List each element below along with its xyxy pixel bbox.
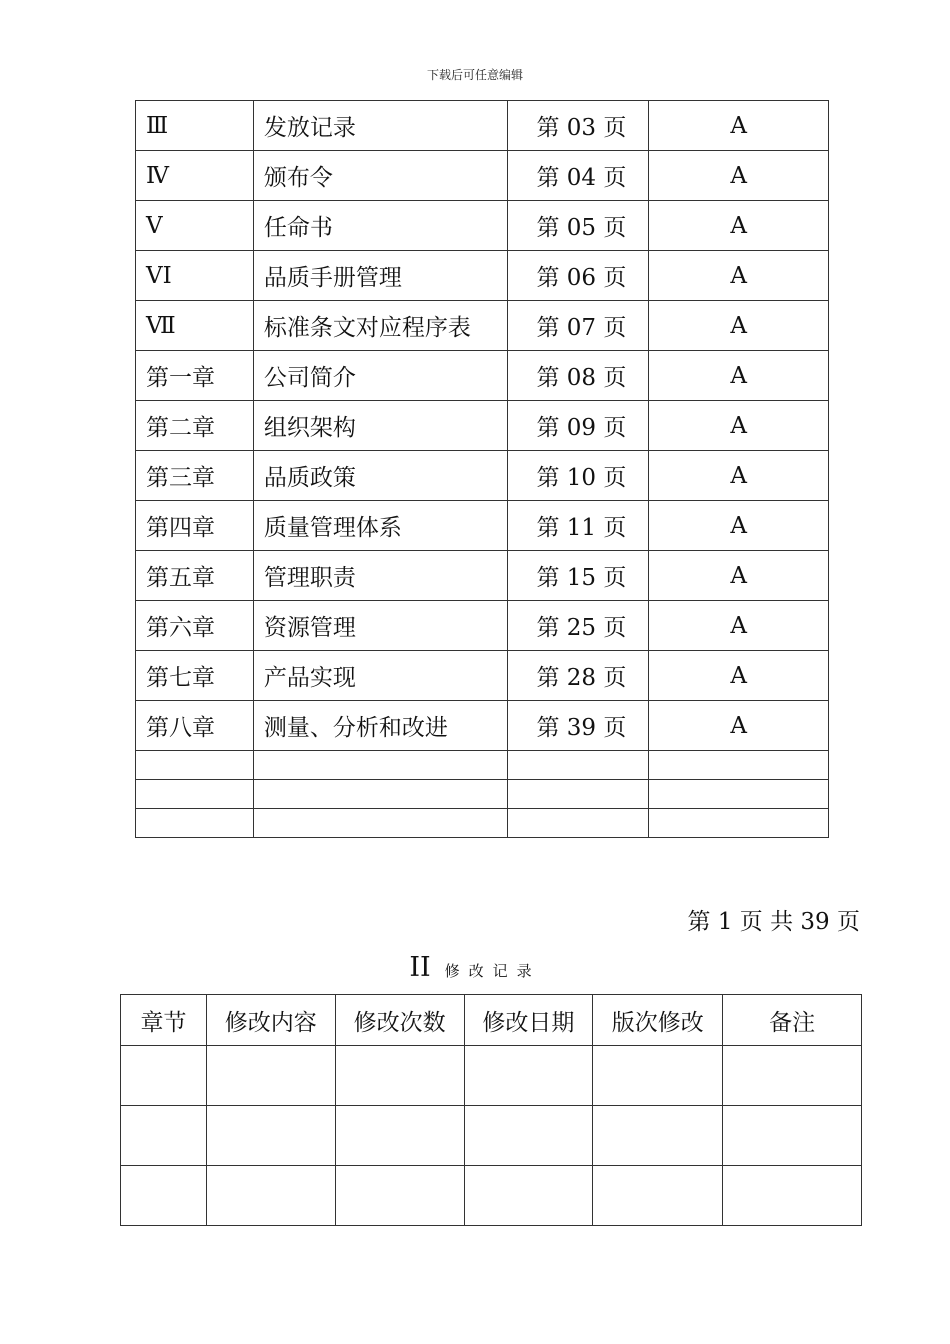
toc-section: 第七章 xyxy=(136,651,254,701)
empty-cell xyxy=(508,780,649,809)
empty-cell xyxy=(335,1046,464,1106)
empty-cell xyxy=(593,1046,723,1106)
toc-section: Ⅴ xyxy=(136,201,254,251)
revision-title xyxy=(0,952,950,983)
table-row xyxy=(136,401,829,451)
toc-page: 第 15 页 xyxy=(508,551,649,601)
toc-version: A xyxy=(649,501,829,551)
empty-cell xyxy=(649,809,829,838)
column-header: 章节 xyxy=(121,995,207,1046)
toc-title: 颁布令 xyxy=(253,151,508,201)
table-row xyxy=(136,301,829,351)
table-row xyxy=(136,251,829,301)
toc-page: 第 39 页 xyxy=(508,701,649,751)
table-row xyxy=(136,451,829,501)
toc-version: A xyxy=(649,351,829,401)
toc-page: 第 25 页 xyxy=(508,601,649,651)
toc-version: A xyxy=(649,101,829,151)
toc-page: 第 09 页 xyxy=(508,401,649,451)
toc-title: 产品实现 xyxy=(253,651,508,701)
toc-version: A xyxy=(649,251,829,301)
empty-cell xyxy=(649,751,829,780)
empty-cell xyxy=(723,1106,862,1166)
toc-section: 第六章 xyxy=(136,601,254,651)
toc-section: 第三章 xyxy=(136,451,254,501)
toc-title: 公司简介 xyxy=(253,351,508,401)
toc-section: Ⅲ xyxy=(136,101,254,151)
toc-title: 资源管理 xyxy=(253,601,508,651)
table-row-empty xyxy=(121,1046,862,1106)
revision-section-number: II xyxy=(409,952,431,983)
empty-cell xyxy=(335,1166,464,1226)
toc-section: Ⅳ xyxy=(136,151,254,201)
column-header: 版次修改 xyxy=(593,995,723,1046)
table-row xyxy=(136,651,829,701)
column-header: 备注 xyxy=(723,995,862,1046)
table-row xyxy=(136,601,829,651)
empty-cell xyxy=(464,1106,593,1166)
toc-version: A xyxy=(649,451,829,501)
empty-cell xyxy=(593,1106,723,1166)
toc-page: 第 04 页 xyxy=(508,151,649,201)
table-row-empty xyxy=(121,1106,862,1166)
table-row-empty xyxy=(136,780,829,809)
toc-page: 第 06 页 xyxy=(508,251,649,301)
empty-cell xyxy=(206,1046,335,1106)
toc-table xyxy=(135,100,829,838)
empty-cell xyxy=(121,1166,207,1226)
table-row-empty xyxy=(136,809,829,838)
toc-version: A xyxy=(649,201,829,251)
toc-page: 第 07 页 xyxy=(508,301,649,351)
toc-version: A xyxy=(649,401,829,451)
empty-cell xyxy=(206,1166,335,1226)
empty-cell xyxy=(136,809,254,838)
page-indicator: 第 1 页 共 39 页 xyxy=(687,909,860,935)
toc-page: 第 10 页 xyxy=(508,451,649,501)
column-header: 修改次数 xyxy=(335,995,464,1046)
toc-page: 第 08 页 xyxy=(508,351,649,401)
toc-title: 发放记录 xyxy=(253,101,508,151)
toc-title: 品质政策 xyxy=(253,451,508,501)
empty-cell xyxy=(508,809,649,838)
empty-cell xyxy=(508,751,649,780)
toc-section: 第四章 xyxy=(136,501,254,551)
table-header-row xyxy=(121,995,862,1046)
toc-page: 第 11 页 xyxy=(508,501,649,551)
empty-cell xyxy=(121,1106,207,1166)
column-header: 修改内容 xyxy=(206,995,335,1046)
table-row xyxy=(136,701,829,751)
empty-cell xyxy=(206,1106,335,1166)
toc-title: 质量管理体系 xyxy=(253,501,508,551)
toc-title: 测量、分析和改进 xyxy=(253,701,508,751)
empty-cell xyxy=(253,780,508,809)
empty-cell xyxy=(136,780,254,809)
toc-version: A xyxy=(649,151,829,201)
empty-cell xyxy=(649,780,829,809)
table-row xyxy=(136,501,829,551)
empty-cell xyxy=(121,1046,207,1106)
toc-section: 第五章 xyxy=(136,551,254,601)
empty-cell xyxy=(253,751,508,780)
toc-section: Ⅶ xyxy=(136,301,254,351)
table-row xyxy=(136,151,829,201)
toc-title: 任命书 xyxy=(253,201,508,251)
empty-cell xyxy=(253,809,508,838)
table-row-empty xyxy=(121,1166,862,1226)
toc-version: A xyxy=(649,301,829,351)
empty-cell xyxy=(593,1166,723,1226)
toc-title: 标准条文对应程序表 xyxy=(253,301,508,351)
table-row xyxy=(136,201,829,251)
toc-version: A xyxy=(649,651,829,701)
table-row xyxy=(136,101,829,151)
empty-cell xyxy=(723,1166,862,1226)
column-header: 修改日期 xyxy=(464,995,593,1046)
toc-version: A xyxy=(649,551,829,601)
table-row xyxy=(136,551,829,601)
toc-page: 第 03 页 xyxy=(508,101,649,151)
header-note: 下载后可任意编辑 xyxy=(426,68,523,82)
toc-title: 管理职责 xyxy=(253,551,508,601)
toc-version: A xyxy=(649,601,829,651)
empty-cell xyxy=(464,1166,593,1226)
empty-cell xyxy=(464,1046,593,1106)
table-row-empty xyxy=(136,751,829,780)
empty-cell xyxy=(723,1046,862,1106)
toc-section: 第一章 xyxy=(136,351,254,401)
toc-section: VI xyxy=(136,251,254,301)
toc-page: 第 05 页 xyxy=(508,201,649,251)
empty-cell xyxy=(335,1106,464,1166)
revision-section-title: 修改记录 xyxy=(444,962,541,980)
empty-cell xyxy=(136,751,254,780)
toc-section: 第二章 xyxy=(136,401,254,451)
toc-page: 第 28 页 xyxy=(508,651,649,701)
table-row xyxy=(136,351,829,401)
toc-section: 第八章 xyxy=(136,701,254,751)
toc-title: 品质手册管理 xyxy=(253,251,508,301)
toc-version: A xyxy=(649,701,829,751)
revision-table xyxy=(120,994,862,1226)
toc-title: 组织架构 xyxy=(253,401,508,451)
